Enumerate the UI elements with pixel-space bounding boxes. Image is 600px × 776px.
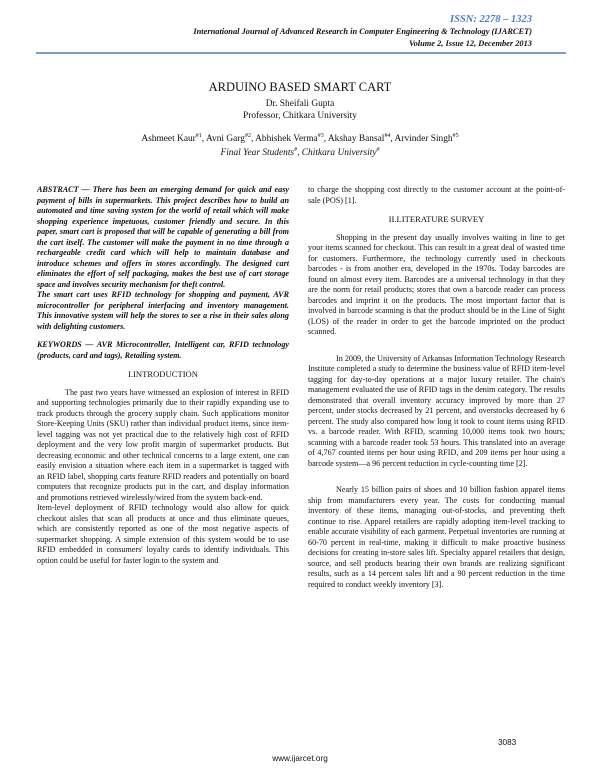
authors-affiliation — [0, 148, 600, 158]
body-paragraph: to charge the shopping cost directly to the customer account at the point-of-sale (POS) [1]. — [308, 185, 565, 205]
authors-affiliation-separator: , — [297, 148, 302, 158]
author-name: Akshay Bansal — [327, 134, 385, 144]
section-heading: II.LITERATURE SURVEY — [388, 214, 485, 224]
issn-label: ISSN: 2278 – 1323 — [450, 14, 532, 25]
body-paragraph: In 2009, the University of Arkansas Information Technology Research Institute completed a study to determine the business value of RFID item-level tagging for day-to-day operations at a major luxury retailer. The chain's management evaluated the use of RFID tags in the denim category. The results demonstrated that overall inventory accuracy improved by more than 27 percent, under stocks decreased by 21 percent, and overstocks decreased by 6 percent. The study also compared how long it took to count items using RFID vs. a barcode reader. With RFID, scanning 10,000 items took two hours; scanning with a barcode reader took 53 hours. This translated into an average of 4,767 counted items per hour using RFID, and 209 items per hour using a barcode system—a 96 percent reduction in cycle-counting time [2]. — [308, 353, 565, 468]
authors-affiliation-university-sup: # — [376, 146, 380, 153]
body-paragraph: The past two years have witnessed an explosion of interest in RFID and supporting technologies primarily due to their rapidly expanding use to track products through the grocery supply chain. Such applications monitor Store-Keeping Units (SKU) rather than individual product items, since item-level tagging was not yet practical due to the relatively high cost of RFID deployment and the very low profit margin of supermarket products. But decreasing economic and other technical concerns to a large extent, one can easily envision a situation where each item in a supermarket is tagged with an RFID label, shopping carts feature RFID readers and potentially on board computers that recognize products put in the cart, and display information and promotions retrieved wirelessly/wired from the system back-end. — [37, 387, 289, 502]
body-paragraph: Item-level deployment of RFID technology would also allow for quick checkout aisles that scan all products at once and thus eliminate queues, which are consistently reported as one of the most negative aspects of supermarket shopping. A simple extension of this system would be to use RFID embedded in consumers' loyalty cards to identify individuals. This option could be useful for faster login to the system and — [37, 503, 289, 565]
author-sup: #1 — [195, 132, 202, 139]
volume-issue: Volume 2, Issue 12, December 2013 — [408, 39, 532, 48]
page-number: 3083 — [498, 738, 517, 747]
author-name: Avni Garg — [205, 134, 245, 144]
author-name: Ashmeet Kaur — [141, 134, 196, 144]
footer-website: www.ijarcet.org — [272, 754, 328, 763]
abstract-paragraph: The smart cart uses RFID technology for shopping and payment, AVR microcontroller for peripheral interfacing and inventory management. This innovative system will help the stores to see a rise in their sales along with delighting customers. — [37, 290, 289, 331]
author-sup: #2 — [244, 132, 251, 139]
section-heading: I.INTRODUCTION — [128, 369, 198, 379]
author-name: Abhishek Verma — [255, 134, 318, 144]
abstract-paragraph: ABSTRACT — There has been an emerging demand for quick and easy payment of bills in supermarkets. This project describes how to build an automated and time saving system for the world of retail which will make shopping experience impetuous, customer friendly and secure. In this paper, smart cart is proposed that will be capable of generating a bill from the cart itself. The customer will make the payment in no time through a rechargeable credit card which will help to maintain database and introduce schemes and offers in stores accordingly. The designed cart eliminates the effort of self packaging, makes the best use of cart storage space and involves security mechanism for theft control. — [37, 185, 289, 289]
primary-author-name: Dr. Sheifali Gupta — [265, 99, 335, 109]
authors-affiliation-university: Chitkara University — [301, 148, 377, 158]
authors-affiliation-text: Final Year Students — [220, 148, 295, 158]
primary-author-affiliation: Professor, Chitkara University — [243, 111, 357, 121]
body-paragraph: Shopping in the present day usually involves waiting in line to get your items scanned for checkout. This can result in a great deal of wasted time for customers. Furthermore, the technology currently used in checkouts barcodes - is from another era, developed in the 1970s. Today barcodes are found on almost every item. Barcodes are a universal technology in that they are the norm for retail products; stores that own a barcode reader can process barcodes and imprint it on the products. The most important factor that is involved in barcode scanning is that the product should be in the Line of Sight (LOS) of the reader in order to get the barcode imprinted on the product scanned. — [308, 232, 565, 336]
author-sup: #3 — [317, 132, 324, 139]
journal-name: International Journal of Advanced Research in Computer Engineering & Technology (IJARCET) — [193, 27, 532, 36]
author-sup: #5 — [452, 132, 459, 139]
author-name: Arvinder Singh — [394, 134, 453, 144]
header-rule — [36, 52, 566, 54]
left-column — [37, 185, 289, 566]
author-sup: #4 — [384, 132, 391, 139]
paper-title: ARDUINO BASED SMART CART — [208, 80, 392, 94]
keywords: KEYWORDS — AVR Microcontroller, Intelligent car, RFID technology (products, card and tags), Retailing system. — [37, 340, 289, 360]
author-list: Ashmeet Kaur$^{\#1}$, Avni Garg$^{\#2}$, Abhishek Verma$^{\#3}$, Akshay Bansal$^{\#4}$, Arvinder Singh$^{\#5}$ — [141, 132, 459, 144]
body-paragraph: Nearly 15 billion pairs of shoes and 10 billion fashion apparel items ship from manufacturers every year. The costs for conducting manual inventory of these items, managing out-of-stocks, and preventing theft continue to rise. Apparel retailers are rapidly adopting item-level tracking to enable accurate visibility of each garment. Perpetual inventories are running at 60-70 percent in real-time, making it difficult to make proactive business decisions for creating in-store sales lift. Specialty apparel retailers that design, source, and sell products bearing their own brands are realizing significant results, such as a 14 percent sales lift and a 90 percent reduction in the time required to conduct weekly inventory [3]. — [308, 485, 565, 589]
authors-affiliation-sup: # — [294, 146, 298, 153]
right-column — [308, 185, 565, 590]
